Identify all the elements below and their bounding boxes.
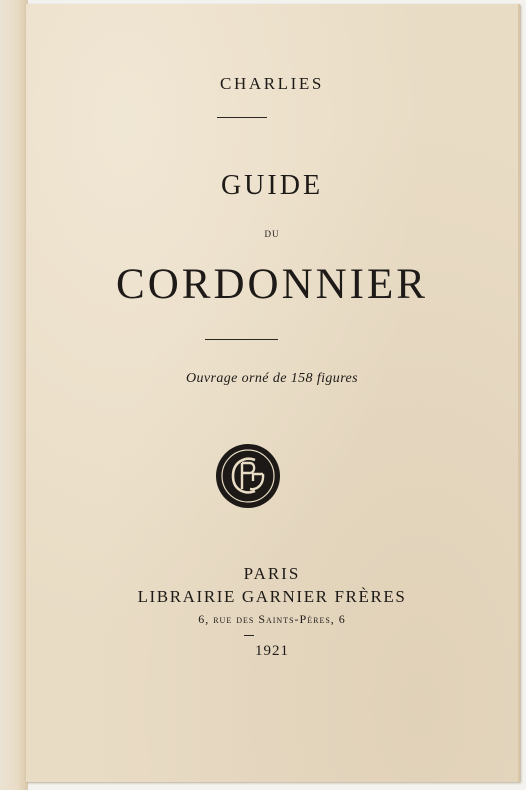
publication-year: 1921 bbox=[255, 643, 289, 659]
author-name: CHARLIES bbox=[220, 74, 324, 93]
top-divider bbox=[217, 117, 267, 118]
book-subtitle: Ouvrage orné de 158 figures bbox=[185, 371, 359, 386]
publisher-monogram-icon bbox=[215, 443, 281, 509]
book-title-line-2: CORDONNIER bbox=[116, 261, 428, 308]
title-divider bbox=[205, 339, 278, 340]
year-divider bbox=[244, 635, 254, 636]
adjacent-page-edge bbox=[0, 0, 28, 790]
publisher-address: 6, rue des Saints-Pères, 6 bbox=[198, 612, 346, 626]
book-title-particle: DU bbox=[264, 229, 280, 239]
publisher-name: LIBRAIRIE GARNIER FRÈRES bbox=[137, 587, 407, 606]
title-page bbox=[26, 4, 520, 782]
book-title-line-1: GUIDE bbox=[220, 170, 324, 201]
publication-city: PARIS bbox=[243, 564, 301, 583]
